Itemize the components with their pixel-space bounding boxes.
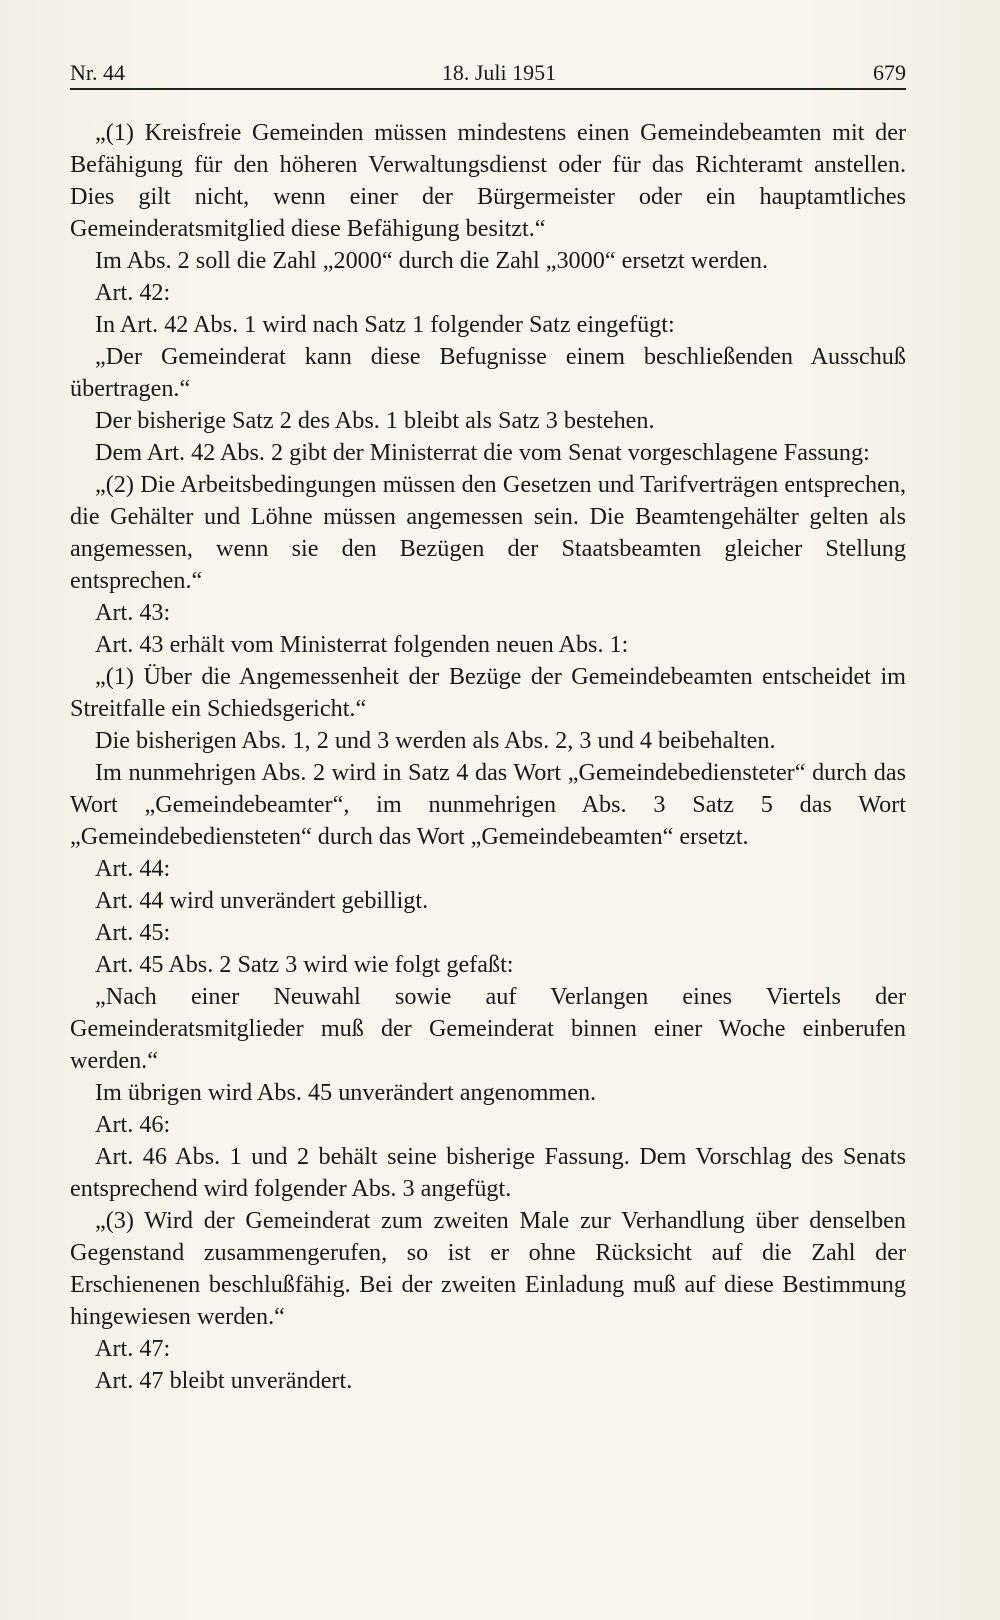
article-heading: Art. 46:	[95, 1111, 171, 1138]
article-heading: Art. 45:	[95, 919, 171, 946]
paragraph: „(2) Die Arbeitsbedingungen müssen den Gesetzen und Tarifverträgen entsprechen, die Gehälter und Löhne müssen angemessen sein. Die Beamtengehälter gelten als angemessen, wenn sie den Bezügen der Staatsbeamten gleicher Stellung entsprechen.“	[70, 471, 906, 594]
article-heading: Art. 44:	[95, 855, 171, 882]
paragraph: „Der Gemeinderat kann diese Befugnisse einem beschließenden Ausschuß übertragen.“	[70, 343, 906, 402]
paragraph: „(3) Wird der Gemeinderat zum zweiten Male zur Verhandlung über denselben Gegenstand zusammengerufen, so ist er ohne Rücksicht auf die Zahl der Erschienenen beschlußfähig. Bei der zweiten Einladung muß auf diese Bestimmung hingewiesen werden.“	[70, 1207, 906, 1330]
paragraph: Die bisherigen Abs. 1, 2 und 3 werden als Abs. 2, 3 und 4 beibehalten.	[95, 727, 776, 754]
paragraph: Art. 43 erhält vom Ministerrat folgenden neuen Abs. 1:	[95, 631, 629, 658]
paragraph: Im übrigen wird Abs. 45 unverändert angenommen.	[95, 1079, 597, 1106]
running-header	[70, 52, 906, 86]
paragraph: Dem Art. 42 Abs. 2 gibt der Ministerrat die vom Senat vorgeschlagene Fassung:	[95, 439, 870, 466]
paragraph: Art. 45 Abs. 2 Satz 3 wird wie folgt gefaßt:	[95, 951, 514, 978]
paragraph: Art. 44 wird unverändert gebilligt.	[95, 887, 429, 914]
paragraph: Der bisherige Satz 2 des Abs. 1 bleibt als Satz 3 bestehen.	[95, 407, 655, 434]
paragraph: Im nunmehrigen Abs. 2 wird in Satz 4 das Wort „Gemeindebediensteter“ durch das Wort „Gemeindebeamter“, im nunmehrigen Abs. 3 Satz 5 das Wort „Gemeindebediensteten“ durch das Wort „Gemeindebeamten“ ersetzt.	[70, 759, 906, 850]
article-heading: Art. 47:	[95, 1335, 171, 1362]
article-heading: Art. 43:	[95, 599, 171, 626]
paragraph: „(1) Über die Angemessenheit der Bezüge der Gemeindebeamten entscheidet im Streitfalle ein Schiedsgericht.“	[70, 663, 906, 722]
issue-number: Nr. 44	[70, 60, 125, 85]
paragraph: „Nach einer Neuwahl sowie auf Verlangen eines Viertels der Gemeinderatsmitglieder muß der Gemeinderat binnen einer Woche einberufen werden.“	[70, 983, 906, 1074]
paragraph: „(1) Kreisfreie Gemeinden müssen mindestens einen Gemeindebeamten mit der Befähigung für den höheren Verwaltungsdienst oder für das Richteramt anstellen. Dies gilt nicht, wenn einer der Bürgermeister oder ein hauptamtliches Gemeinderatsmitglied diese Befähigung besitzt.“	[70, 119, 906, 242]
body-text	[70, 117, 906, 1397]
page-number: 679	[872, 60, 906, 85]
header-rule	[70, 88, 906, 90]
article-heading: Art. 42:	[95, 279, 171, 306]
paragraph: Art. 46 Abs. 1 und 2 behält seine bisherige Fassung. Dem Vorschlag des Senats entsprechend wird folgender Abs. 3 angefügt.	[70, 1143, 906, 1202]
paragraph: Art. 47 bleibt unverändert.	[95, 1367, 353, 1394]
issue-date: 18. Juli 1951	[441, 60, 557, 85]
paragraph: In Art. 42 Abs. 1 wird nach Satz 1 folgender Satz eingefügt:	[95, 311, 675, 338]
paragraph: Im Abs. 2 soll die Zahl „2000“ durch die Zahl „3000“ ersetzt werden.	[95, 247, 769, 274]
